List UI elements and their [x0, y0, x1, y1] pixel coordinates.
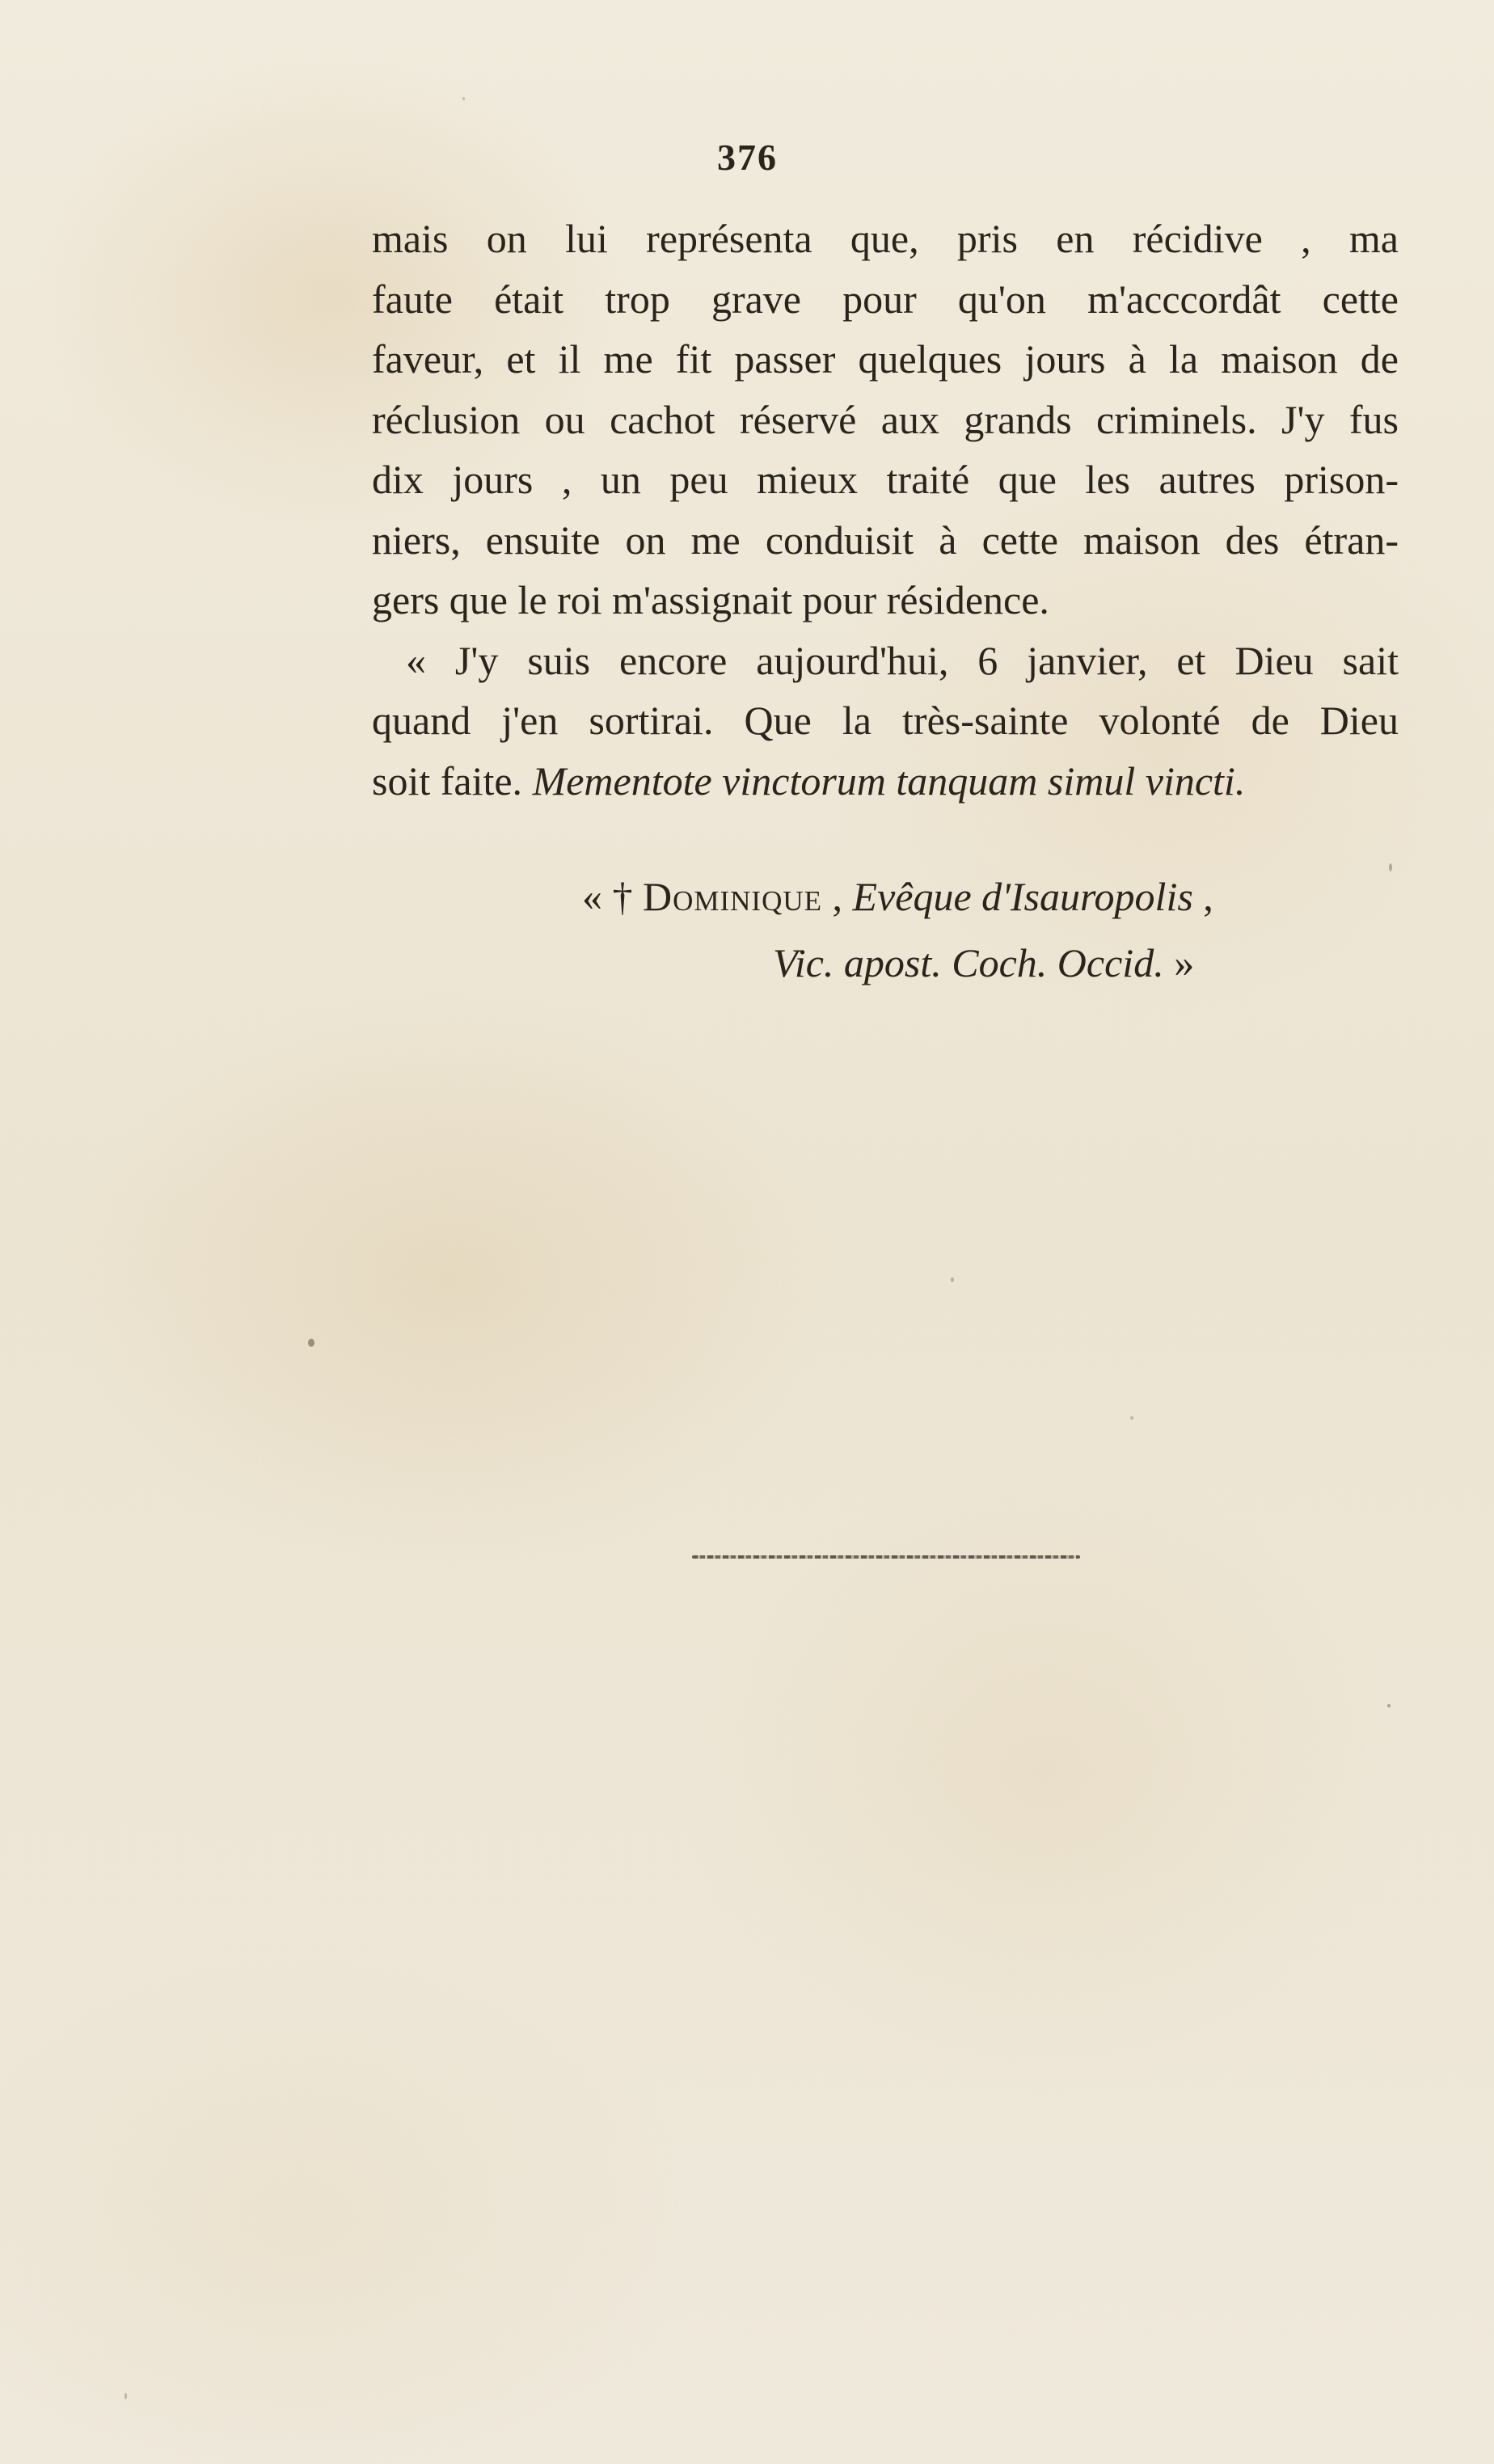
text-line: mais on lui représenta que, pris en récidive , ma: [372, 216, 1399, 261]
text-line: faveur, et il me fit passer quelques jours à la maison de: [372, 336, 1399, 382]
body-text: [372, 209, 1399, 811]
signature-separator: ,: [822, 874, 853, 919]
signature-name: Dominique: [643, 874, 823, 919]
paper-speck: [124, 2393, 127, 2399]
page-number: 376: [717, 137, 778, 178]
paper-speck: [1130, 1416, 1133, 1420]
paper-speck: [1389, 863, 1392, 871]
text-line: quand j'en sortirai. Que la très-sainte volonté de Dieu: [372, 698, 1399, 743]
signature-line-1: [582, 863, 1213, 930]
text-line: faute était trop grave pour qu'on m'acccordât cette: [372, 276, 1399, 322]
paragraph-start-line: « J'y suis encore aujourd'hui, 6 janvier, et Dieu sait: [406, 637, 1399, 683]
signature-office: Vic. apost. Coch. Occid.: [773, 940, 1164, 985]
closing-line: [372, 751, 1399, 812]
signature-open: « †: [582, 874, 643, 919]
text-line: niers, ensuite on me conduisit à cette maison des étran-: [372, 517, 1399, 563]
paper-speck: [951, 1277, 954, 1282]
signature-close: »: [1163, 940, 1195, 985]
paper-speck: [308, 1339, 314, 1347]
text-line: réclusion ou cachot réservé aux grands criminels. J'y fus: [372, 396, 1399, 442]
text-line: dix jours , un peu mieux traité que les autres prison-: [372, 457, 1399, 502]
paper-speck: [462, 97, 465, 100]
closing-text: soit faite.: [372, 757, 533, 804]
latin-quote: Mementote vinctorum tanquam simul vincti.: [532, 757, 1246, 804]
text-line: gers que le roi m'assignait pour résidence.: [372, 577, 1049, 622]
signature-trail: ,: [1192, 874, 1213, 919]
signature-line-2: [582, 930, 1213, 996]
signature-title: Evêque d'Isauropolis: [852, 874, 1193, 919]
signature-block: [582, 863, 1213, 996]
paper-speck: [1387, 1704, 1391, 1707]
ornamental-rule: [692, 1555, 1080, 1559]
